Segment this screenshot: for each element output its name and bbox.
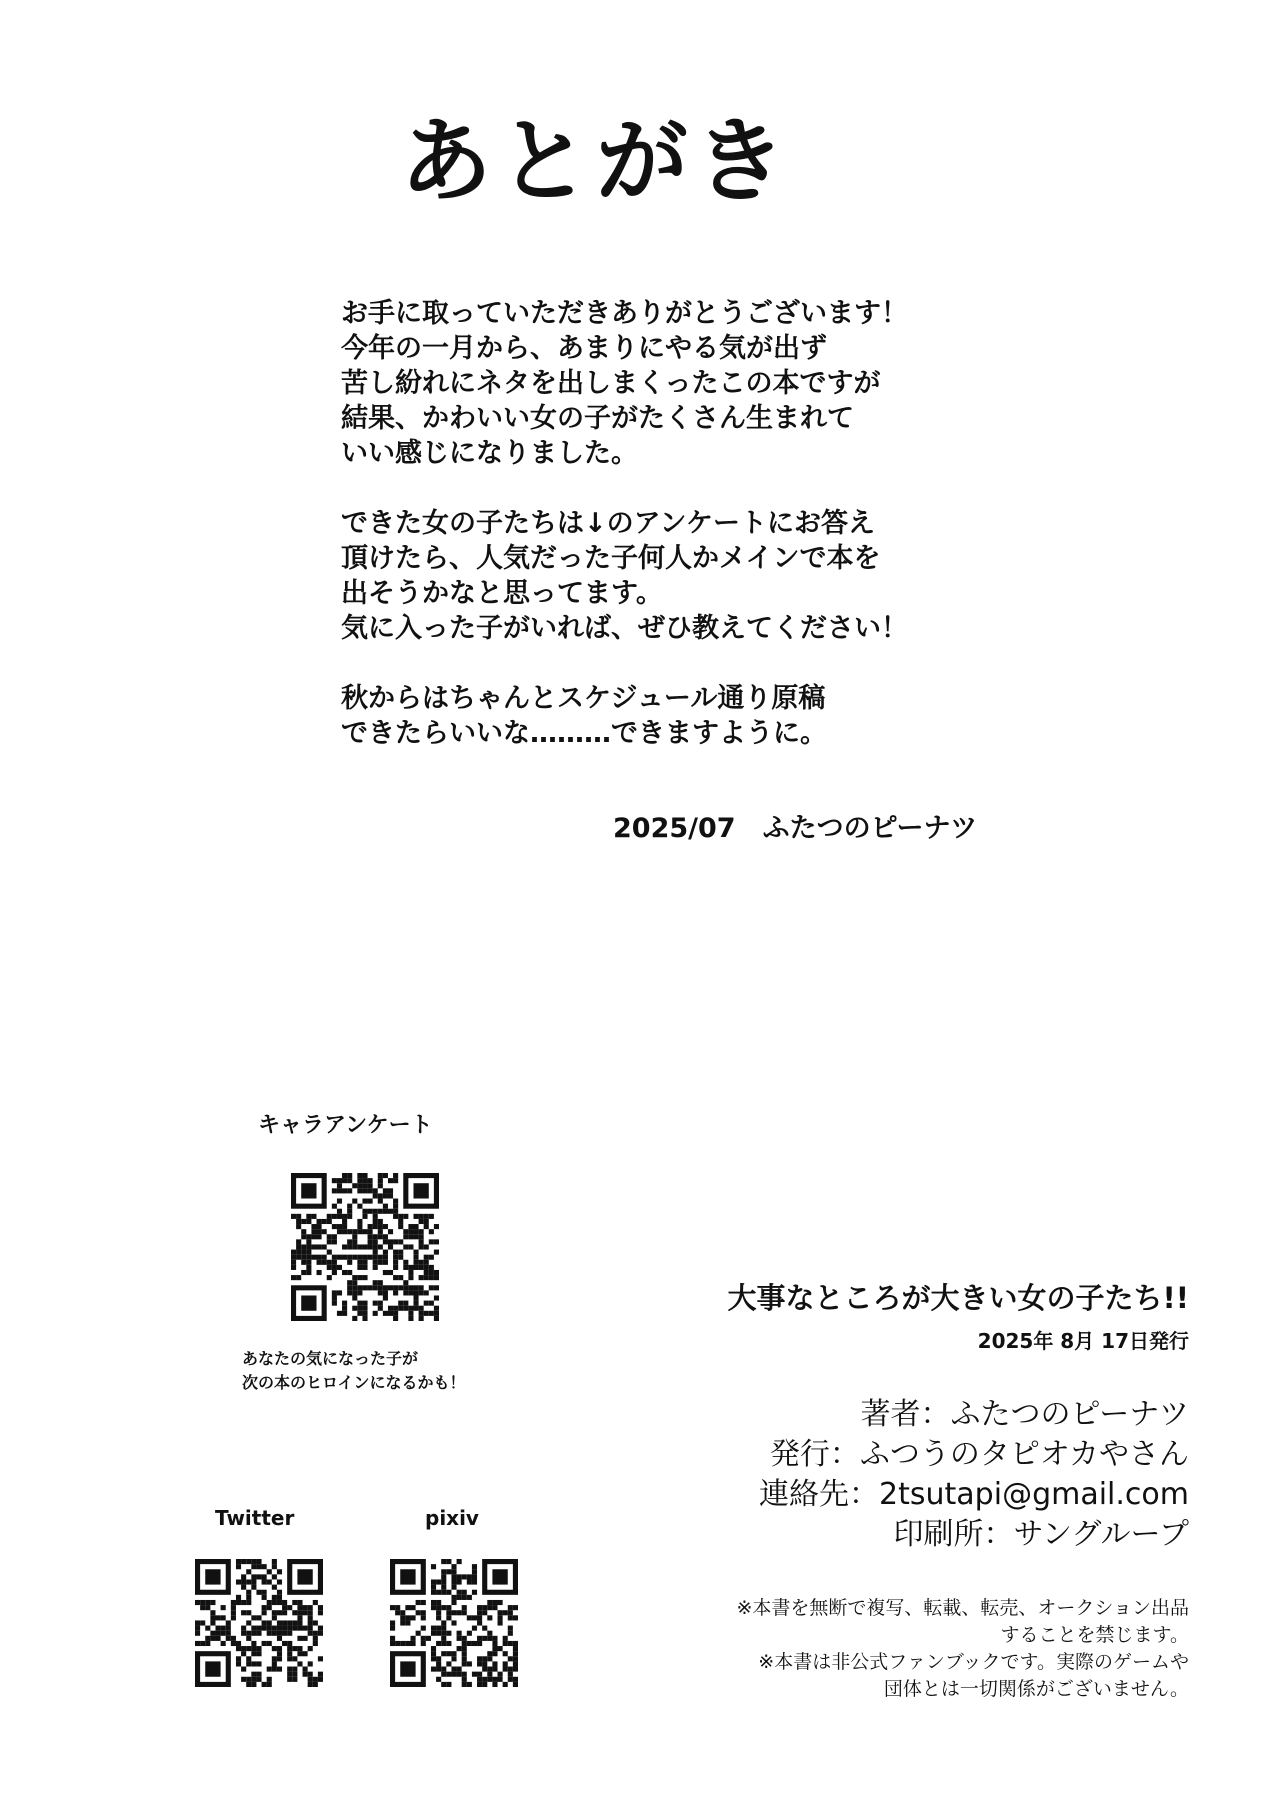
survey-label: キャラアンケート (258, 1113, 433, 1138)
body-line: 苦し紛れにネタを出しまくったこの本ですが (341, 368, 881, 399)
body-line: お手に取っていただきありがとうございます！ (341, 298, 908, 329)
note-line: ※本書は非公式ファンブックです。実際のゲームや (758, 1651, 1189, 1673)
body-line: 秋からはちゃんとスケジュール通り原稿 (341, 683, 826, 714)
body-line (341, 646, 908, 681)
credit-author: 著者：ふたつのピーナツ (860, 1397, 1189, 1432)
body-line: 出そうかなと思ってます。 (341, 578, 663, 609)
body-line (341, 471, 908, 506)
legal-notes (736, 1595, 1189, 1703)
publish-date: 2025年 8月 17日発行 (977, 1329, 1189, 1353)
note-line: することを禁じます。 (1000, 1624, 1189, 1646)
pixiv-qr-code[interactable] (390, 1559, 518, 1687)
credit-contact: 連絡先：2tsutapi@gmail.com (759, 1477, 1189, 1512)
caption-line: 次の本のヒロインになるかも！ (242, 1373, 466, 1392)
note-line: ※本書を無断で複写、転載、転売、オークション出品 (736, 1597, 1189, 1619)
survey-qr-code[interactable] (291, 1173, 439, 1321)
book-title: 大事なところが大きい女の子たち!! (727, 1281, 1189, 1315)
afterword-body (341, 296, 908, 751)
credits (759, 1395, 1189, 1555)
body-line: できた女の子たちは↓のアンケートにお答え (341, 508, 876, 539)
caption-line: あなたの気になった子が (242, 1349, 419, 1368)
note-line: 団体とは一切関係がございません。 (883, 1678, 1189, 1700)
twitter-label: Twitter (215, 1506, 295, 1530)
page-title: あとがき (400, 108, 793, 215)
body-line: 気に入った子がいれば、ぜひ教えてください！ (341, 613, 908, 644)
twitter-qr-code[interactable] (195, 1559, 323, 1687)
credit-printer: 印刷所：サングループ (893, 1517, 1189, 1552)
survey-caption (242, 1347, 466, 1395)
body-line: できたらいいな………できますように。 (341, 718, 827, 749)
body-line: 頂けたら、人気だった子何人かメインで本を (341, 543, 881, 574)
body-line: いい感じになりました。 (341, 438, 638, 469)
body-line: 結果、かわいい女の子がたくさん生まれて (341, 403, 854, 434)
credit-publisher: 発行：ふつうのタピオカやさん (769, 1437, 1189, 1472)
body-line: 今年の一月から、あまりにやる気が出ず (341, 333, 827, 364)
signature: 2025/07 ふたつのピーナツ (613, 813, 978, 844)
pixiv-label: pixiv (425, 1506, 479, 1530)
